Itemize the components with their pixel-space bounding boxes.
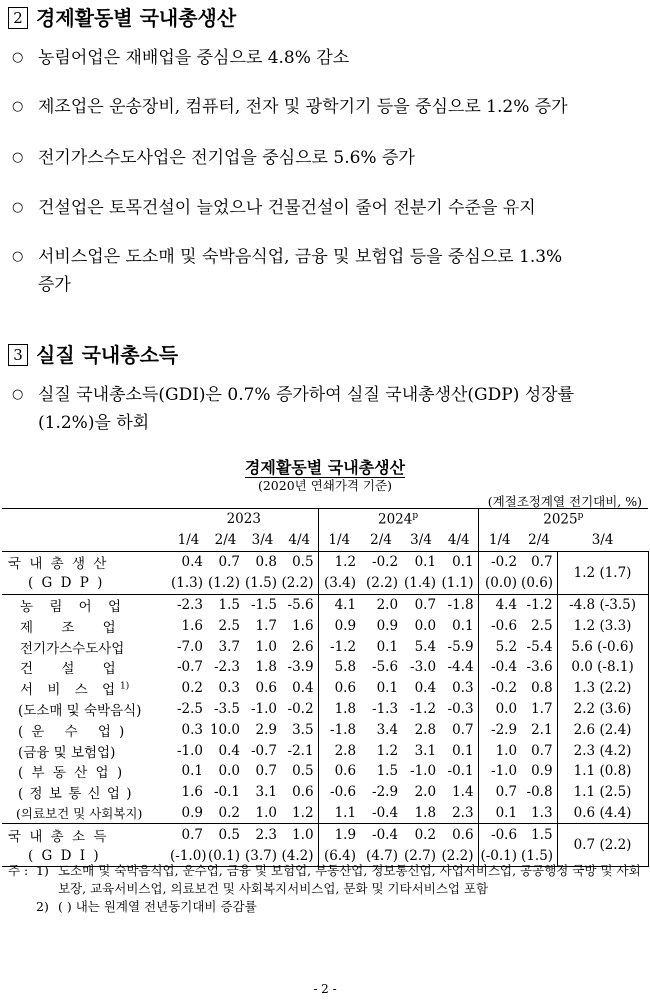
- cell: -1.2: [526, 596, 553, 613]
- bullet-text-continued: (1.2%)을 하회: [38, 413, 150, 433]
- cell: -0.4: [372, 826, 399, 843]
- cell: 1.8: [402, 803, 440, 824]
- cell: (1.2): [207, 573, 244, 594]
- cell: -1.0: [250, 700, 277, 717]
- cell: -1.2: [410, 700, 437, 717]
- cell: 0.9: [376, 617, 399, 634]
- cell: (1.1): [440, 573, 478, 594]
- row-label: 전기가스수도사업: [20, 640, 125, 657]
- row-label: 국 내 총 생 산: [8, 556, 109, 573]
- row-label: (운 수 업): [18, 723, 133, 740]
- cell: -1.0: [478, 761, 521, 782]
- cell: (0.0): [478, 573, 521, 594]
- table-row-real-estate: [2, 761, 648, 782]
- gdi-row: [2, 824, 648, 845]
- latest-gdp-cell: 1.2 (1.7): [557, 552, 648, 595]
- cell: 0.7: [181, 826, 203, 843]
- cell: 0.1: [452, 617, 474, 634]
- latest-cell: 2.6 (2.4): [557, 719, 648, 740]
- cell: -1.5: [250, 596, 277, 613]
- cell: 0.7: [531, 742, 553, 759]
- table-row-transport: [2, 719, 648, 740]
- quarter-header: 3/4: [244, 529, 281, 552]
- cell: 0.2: [181, 680, 203, 697]
- cell: 0.1: [376, 680, 399, 697]
- gdp-yoy-row: [2, 573, 648, 594]
- cell: 0.0: [218, 763, 240, 780]
- cell: 0.3: [181, 721, 203, 738]
- cell: 0.7: [478, 782, 521, 803]
- circle-bullet-icon: ○: [12, 387, 24, 402]
- cell: -0.6: [318, 782, 360, 803]
- cell: 0.1: [414, 554, 437, 571]
- cell: (1.3): [170, 573, 207, 594]
- bullet-gdi: [12, 381, 642, 437]
- cell: -3.6: [526, 659, 553, 676]
- cell: 1.9: [318, 824, 360, 845]
- cell: 1.7: [255, 617, 277, 634]
- latest-cell: 1.3 (2.2): [557, 678, 648, 699]
- quarter-header: 2/4: [207, 529, 244, 552]
- cell: -4.4: [447, 659, 474, 676]
- cell: 0.7: [414, 596, 437, 613]
- cell: (-0.1): [478, 845, 521, 866]
- cell: (1.5): [244, 573, 281, 594]
- cell: (2.2): [281, 573, 318, 594]
- table-row-services: [2, 678, 648, 699]
- cell: 2.8: [414, 721, 437, 738]
- cell: 1.5: [531, 826, 553, 843]
- cell: 0.9: [170, 803, 207, 824]
- row-label: ( 정 보 통 신 업 ): [18, 786, 133, 803]
- row-label: ( G D I ): [2, 845, 170, 866]
- cell: 3.4: [376, 721, 399, 738]
- cell: -0.1: [447, 763, 474, 780]
- latest-cell: -4.8 (-3.5): [557, 594, 648, 615]
- cell: 1.6: [181, 617, 203, 634]
- row-label: 건 설 업: [20, 661, 128, 678]
- note-text-continued: 보장, 교육서비스업, 의료보건 및 사회복지서비스업, 문화 및 기타서비스업 포함: [58, 881, 489, 896]
- cell: 4.4: [478, 594, 521, 615]
- cell: 1.3: [521, 803, 557, 824]
- bullet-manufacturing: [12, 93, 642, 121]
- cell: 1.2: [376, 742, 399, 759]
- cell: 2.3: [440, 803, 478, 824]
- cell: -0.7: [250, 742, 277, 759]
- note-text: 도소매 및 숙박음식업, 운수업, 금융 및 보험업, 부동산업, 정보통신업, 사업서비스업, 공공행정 국방 및 사회: [58, 863, 641, 878]
- cell: 3.1: [414, 742, 437, 759]
- cell: -0.3: [447, 700, 474, 717]
- cell: 0.0: [478, 699, 521, 720]
- cell: 0.6: [318, 678, 360, 699]
- row-label: (금융 및 보험업): [18, 744, 116, 761]
- cell: 2.8: [318, 740, 360, 761]
- bullet-text: 농림어업은 재배업을 중심으로 4.8% 감소: [38, 48, 350, 68]
- bullet-utilities: [12, 144, 642, 172]
- row-label: 서 비 스 업$^{1)}$: [20, 681, 130, 699]
- cell: -3.9: [287, 659, 314, 676]
- latest-cell: 1.2 (3.3): [557, 615, 648, 636]
- year-2025: 2025$^p$: [478, 509, 648, 530]
- bullet-text: 실질 국내총소득(GDI)은 0.7% 증가하여 실질 국내총생산(GDP) 성장률: [38, 385, 574, 405]
- cell: 1.0: [478, 740, 521, 761]
- cell: (3.7): [244, 845, 281, 866]
- cell: 0.6: [452, 826, 474, 843]
- quarter-header: 3/4: [402, 529, 440, 552]
- row-label: (도소매 및 숙박음식): [18, 702, 142, 719]
- latest-cell: 0.6 (4.4): [557, 803, 648, 824]
- cell: -5.6: [287, 596, 314, 613]
- cell: 0.7: [531, 554, 553, 571]
- cell: 3.5: [292, 721, 314, 738]
- cell: 2.5: [531, 617, 553, 634]
- row-label: 농 림 어 업: [20, 598, 128, 615]
- cell: 1.0: [292, 826, 314, 843]
- cell: 0.0: [414, 617, 437, 634]
- bullet-agriculture: [12, 44, 642, 72]
- cell: 1.2: [281, 803, 318, 824]
- cell: -3.0: [410, 659, 437, 676]
- cell: (2.7): [402, 845, 440, 866]
- bullet-text: 건설업은 토목건설이 늘었으나 건물건설이 줄어 전분기 수준을 유지: [38, 198, 536, 218]
- cell: 1.8: [255, 659, 277, 676]
- cell: 5.8: [318, 657, 360, 678]
- cell: -0.8: [526, 784, 553, 801]
- cell: 4.1: [318, 594, 360, 615]
- cell: 1.5: [376, 763, 399, 780]
- cell: 2.9: [255, 721, 277, 738]
- bullet-text-continued: 증가: [38, 275, 71, 295]
- cell: 1.6: [181, 784, 203, 801]
- cell: -5.9: [447, 638, 474, 655]
- cell: 0.7: [218, 554, 240, 571]
- quarter-header-row: [2, 529, 648, 552]
- cell: 0.7: [255, 763, 277, 780]
- year-2024: 2024$^p$: [318, 509, 478, 530]
- cell: (6.4): [318, 845, 360, 866]
- cell: 0.7: [452, 721, 474, 738]
- cell: -1.2: [318, 636, 360, 657]
- cell: 1.4: [452, 784, 474, 801]
- cell: 1.7: [531, 700, 553, 717]
- year-header-row: [2, 509, 648, 530]
- row-label: (의료보건 및 사회복지): [2, 803, 170, 824]
- cell: 0.1: [181, 763, 203, 780]
- cell: (-1.0): [170, 845, 207, 866]
- cell: 0.1: [452, 554, 474, 571]
- cell: 0.3: [452, 680, 474, 697]
- cell: 0.6: [292, 784, 314, 801]
- cell: 0.2: [207, 803, 244, 824]
- row-label: ( G D P ): [2, 573, 170, 594]
- cell: 1.5: [218, 596, 240, 613]
- quarter-header: 2/4: [360, 529, 402, 552]
- cell: 10.0: [209, 721, 240, 738]
- row-label: 제 조 업: [20, 619, 128, 636]
- cell: 5.2: [478, 636, 521, 657]
- cell: (2.2): [440, 845, 478, 866]
- quarter-header: 4/4: [281, 529, 318, 552]
- cell: 2.3: [255, 826, 277, 843]
- quarter-header: 3/4: [557, 529, 648, 552]
- cell: -2.9: [372, 784, 399, 801]
- cell: (2.2): [360, 573, 402, 594]
- cell: 3.7: [218, 638, 240, 655]
- cell: 0.4: [218, 742, 240, 759]
- row-label: 국 내 총 소 득: [8, 828, 109, 845]
- table-row-manufacturing: [2, 615, 648, 636]
- section-number-box: 2: [8, 7, 28, 29]
- cell: -1.8: [318, 719, 360, 740]
- cell: -1.8: [447, 596, 474, 613]
- cell: 0.3: [218, 680, 240, 697]
- cell: 2.6: [292, 638, 314, 655]
- note-prefix: 주 :: [8, 863, 29, 878]
- cell: 1.8: [318, 699, 360, 720]
- quarter-header: 4/4: [440, 529, 478, 552]
- cell: (4.2): [281, 845, 318, 866]
- table-subtitle: (2020년 연쇄가격 기준): [257, 478, 393, 493]
- note-2: [8, 898, 643, 916]
- cell: 1.0: [244, 803, 281, 824]
- cell: -2.5: [176, 700, 203, 717]
- cell: -0.6: [478, 824, 521, 845]
- cell: -3.5: [213, 700, 240, 717]
- cell: -2.9: [478, 719, 521, 740]
- table-row-finance-insurance: [2, 740, 648, 761]
- table-unit-label: (계절조정계열 전기대비, %): [487, 494, 642, 509]
- table-row-utilities: [2, 636, 648, 657]
- cell: 0.5: [292, 554, 314, 571]
- cell: -0.4: [360, 803, 402, 824]
- cell: 2.0: [414, 784, 437, 801]
- cell: 3.1: [255, 784, 277, 801]
- cell: 0.2: [414, 826, 437, 843]
- cell: 2.0: [376, 596, 399, 613]
- cell: 0.1: [452, 742, 474, 759]
- table-notes: [8, 862, 643, 916]
- cell: (0.1): [207, 845, 244, 866]
- table-row-info-comm: [2, 782, 648, 803]
- note-1: [8, 862, 643, 880]
- cell: 0.4: [292, 680, 314, 697]
- section-heading-3: [8, 339, 178, 368]
- cell: 5.4: [414, 638, 437, 655]
- cell: 0.6: [255, 680, 277, 697]
- table-row-health-welfare: [2, 803, 648, 824]
- cell: -0.2: [478, 552, 521, 573]
- cell: 2.1: [531, 721, 553, 738]
- cell: 0.5: [292, 763, 314, 780]
- bullet-text: 전기가스수도사업은 전기업을 중심으로 5.6% 증가: [38, 148, 415, 168]
- cell: -0.1: [213, 784, 240, 801]
- quarter-header: 2/4: [521, 529, 557, 552]
- circle-bullet-icon: ○: [12, 200, 24, 215]
- latest-gdi-cell: 0.7 (2.2): [557, 824, 648, 867]
- cell: 0.8: [531, 680, 553, 697]
- note-text: ( ) 내는 원계열 전년동기대비 증감률: [58, 899, 257, 914]
- circle-bullet-icon: ○: [12, 249, 24, 264]
- year-2023: 2023: [170, 509, 318, 530]
- note-number: 2): [36, 899, 49, 914]
- latest-cell: 5.6 (-0.6): [557, 636, 648, 657]
- cell: (1.5): [521, 845, 557, 866]
- cell: 0.8: [255, 554, 277, 571]
- cell: -0.7: [176, 659, 203, 676]
- cell: 1.1: [318, 803, 360, 824]
- cell: -7.0: [176, 638, 203, 655]
- cell: 0.9: [318, 615, 360, 636]
- cell: -1.0: [410, 763, 437, 780]
- cell: (1.4): [402, 573, 440, 594]
- cell: (3.4): [318, 573, 360, 594]
- bullet-services: [12, 243, 642, 299]
- table-row-agriculture: [2, 594, 648, 615]
- section-title: 경제활동별 국내총생산: [36, 6, 237, 30]
- table-title: 경제활동별 국내총생산: [244, 458, 406, 477]
- cell: 1.2: [318, 552, 360, 573]
- circle-bullet-icon: ○: [12, 150, 24, 165]
- cell: 0.4: [414, 680, 437, 697]
- quarter-header: 1/4: [478, 529, 521, 552]
- cell: 0.9: [531, 763, 553, 780]
- gdp-table: [2, 508, 649, 867]
- row-label: ( 부 동 산 업 ): [18, 765, 125, 782]
- circle-bullet-icon: ○: [12, 99, 24, 114]
- table-row-wholesale-retail: [2, 699, 648, 720]
- cell: 0.1: [478, 803, 521, 824]
- latest-cell: 1.1 (2.5): [557, 782, 648, 803]
- cell: -5.4: [526, 638, 553, 655]
- page-number: - 2 -: [313, 982, 337, 996]
- cell: -2.3: [176, 596, 203, 613]
- cell: 0.5: [218, 826, 240, 843]
- circle-bullet-icon: ○: [12, 50, 24, 65]
- cell: -1.0: [176, 742, 203, 759]
- section-heading-2: [8, 2, 236, 31]
- cell: -2.3: [213, 659, 240, 676]
- cell: -0.4: [478, 657, 521, 678]
- cell: (0.6): [521, 573, 557, 594]
- cell: 0.1: [376, 638, 399, 655]
- latest-cell: 2.2 (3.6): [557, 699, 648, 720]
- cell: -0.2: [478, 678, 521, 699]
- section-title: 실질 국내총소득: [36, 343, 179, 367]
- cell: 1.6: [292, 617, 314, 634]
- bullet-text: 제조업은 운송장비, 컴퓨터, 전자 및 광학기기 등을 중심으로 1.2% 증가: [38, 97, 568, 117]
- latest-cell: 0.0 (-8.1): [557, 657, 648, 678]
- section-number-box: 3: [8, 344, 28, 366]
- cell: 0.6: [318, 761, 360, 782]
- cell: -0.2: [372, 554, 399, 571]
- cell: 1.0: [255, 638, 277, 655]
- cell: -1.3: [372, 700, 399, 717]
- note-number: 1): [36, 863, 49, 878]
- cell: -0.6: [478, 615, 521, 636]
- footnote-marker: 1): [120, 681, 130, 692]
- cell: -2.1: [287, 742, 314, 759]
- quarter-header: 1/4: [318, 529, 360, 552]
- cell: (4.7): [360, 845, 402, 866]
- cell: -5.6: [372, 659, 399, 676]
- bullet-construction: [12, 194, 642, 222]
- latest-cell: 2.3 (4.2): [557, 740, 648, 761]
- quarter-header: 1/4: [170, 529, 207, 552]
- cell: -0.2: [287, 700, 314, 717]
- gdp-row: [2, 552, 648, 573]
- cell: 2.5: [218, 617, 240, 634]
- table-row-construction: [2, 657, 648, 678]
- bullet-text: 서비스업은 도소매 및 숙박음식업, 금융 및 보험업 등을 중심으로 1.3%: [38, 247, 563, 267]
- cell: 0.4: [181, 554, 203, 571]
- latest-cell: 1.1 (0.8): [557, 761, 648, 782]
